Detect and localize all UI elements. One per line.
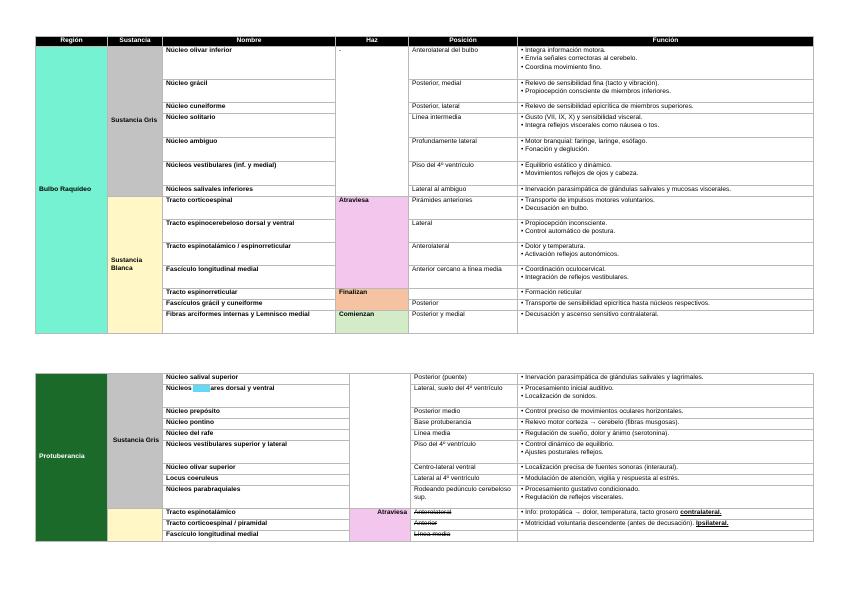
posicion-cell: Lateral al 4º ventrículo — [411, 475, 518, 486]
funcion-line: • Localización de sonidos. — [521, 393, 597, 401]
funcion-text: • Info: protopática → dolor, temperatura, tacto grosero — [521, 509, 681, 516]
funcion-cell — [518, 186, 814, 197]
sustancia-gris-cell: Sustancia Gris — [108, 47, 163, 197]
posicion-cell: Piso del 4º ventrículo — [411, 441, 518, 464]
funcion-cell — [518, 311, 814, 334]
funcion-line: • Modulación de atención, vigilia y respuesta al estrés. — [521, 475, 680, 482]
funcion-cell — [518, 408, 814, 419]
funcion-cell — [518, 419, 814, 430]
posicion-cell: Línea media — [411, 531, 518, 542]
haz-cell: - — [336, 47, 409, 197]
nombre-cell: Tracto espinotalámico / espinorreticular — [163, 243, 336, 266]
nombre-cell: Tracto espinorreticular — [163, 289, 336, 300]
haz-atraviesa-cell: Atraviesa — [350, 509, 411, 542]
nombre-cell: Núcleo salival superior — [163, 374, 350, 385]
funcion-line: • Integra información motora. — [521, 47, 606, 54]
posicion-cell: Lateral, suelo del 4º ventrículo — [411, 385, 518, 408]
posicion-cell: Piso del 4º ventrículo — [409, 162, 518, 186]
funcion-line: • Control automático de postura. — [521, 228, 616, 236]
funcion-cell — [518, 243, 814, 266]
funcion-line: • Fonación y deglución. — [521, 146, 590, 154]
posicion-cell: Profundamente lateral — [409, 138, 518, 162]
header-haz: Haz — [336, 37, 409, 47]
funcion-line: • Decusación y ascenso sensitivo contralateral. — [521, 311, 659, 318]
nombre-cell: Fascículo longitudinal medial — [163, 266, 336, 289]
funcion-cell — [518, 162, 814, 186]
funcion-line: • Coordina movimiento fino. — [521, 63, 602, 71]
funcion-line: • Movimientos reflejos de ojos y cabeza. — [521, 170, 639, 178]
funcion-line: • Procesamiento inicial auditivo. — [521, 385, 614, 392]
funcion-cell — [518, 300, 814, 311]
funcion-line: • Relevo de sensibilidad fina (tacto y vibración). — [521, 80, 660, 87]
nombre-cell: Núcleo solitario — [163, 114, 336, 138]
funcion-line: • Propiocepción inconsciente. — [521, 220, 608, 227]
posicion-cell: Línea media — [411, 430, 518, 441]
posicion-cell: Anterior cercano a línea media — [409, 266, 518, 289]
posicion-cell: Base protuberancia — [411, 419, 518, 430]
posicion-cell: Posterior — [409, 300, 518, 311]
funcion-line: • Coordinación oculocervical. — [521, 266, 606, 273]
funcion-cell — [518, 289, 814, 300]
nombre-cell: Núcleo ambiguo — [163, 138, 336, 162]
header-funcion: Función — [518, 37, 814, 47]
nombre-cell: Núcleos salivales inferiores — [163, 186, 336, 197]
funcion-cell — [518, 47, 814, 80]
funcion-line: • Integra reflejos viscerales como náusea o tos. — [521, 122, 660, 130]
posicion-cell: Lateral — [409, 220, 518, 243]
nombre-cell: Fascículos grácil y cuneiforme — [163, 300, 336, 311]
posicion-cell: Anterior — [411, 520, 518, 531]
funcion-line: • Inervación parasimpática de glándulas salivales y mucosas viscerales. — [521, 186, 732, 193]
funcion-cell — [518, 374, 814, 385]
sustancia-blanca-cell: Sustancia Blanca — [108, 197, 163, 334]
funcion-cell — [518, 430, 814, 441]
funcion-cell — [518, 441, 814, 464]
funcion-cell — [518, 266, 814, 289]
funcion-cell — [518, 385, 814, 408]
header-posicion: Posición — [409, 37, 518, 47]
protuberancia-table — [35, 373, 814, 542]
sustancia-blanca-cell — [108, 509, 163, 542]
posicion-cell: Rodeando pedúnculo cerebeloso sup. — [411, 486, 518, 509]
nombre-cell: Tracto corticoespinal / piramidal — [163, 520, 350, 531]
funcion-line: • Localización precisa de fuentes sonoras (interaural). — [521, 464, 678, 471]
funcion-line: • Regulación de sueño, dolor y ánimo (serotonina). — [521, 430, 670, 437]
nombre-cell: Fascículo longitudinal medial — [163, 531, 350, 542]
posicion-cell: Pirámides anteriores — [409, 197, 518, 220]
funcion-line: • Procesamiento gustativo condicionado. — [521, 486, 640, 493]
header-sustancia: Sustancia — [108, 37, 163, 47]
posicion-cell: Posterior (puente) — [411, 374, 518, 385]
funcion-cell — [518, 475, 814, 486]
haz-comienzan-cell: Comienzan — [336, 311, 409, 334]
posicion-cell: Lateral al ambiguo — [409, 186, 518, 197]
funcion-line: • Relevo de sensibilidad epicrítica de miembros superiores. — [521, 103, 694, 110]
funcion-cell — [518, 520, 814, 531]
posicion-cell — [409, 289, 518, 300]
funcion-line: • Inervación parasimpática de glándulas salivales y lagrimales. — [521, 374, 704, 381]
funcion-line: • Transporte de sensibilidad epicrítica hasta núcleos respectivos. — [521, 300, 710, 307]
nombre-cell: Tracto espinocerebeloso dorsal y ventral — [163, 220, 336, 243]
posicion-cell: Centro-lateral ventral — [411, 464, 518, 475]
nombre-cell: Núcleos vestibulares superior y lateral — [163, 441, 350, 464]
table-row — [36, 374, 814, 385]
nombre-cell: Núcleo olivar superior — [163, 464, 350, 475]
funcion-cell — [518, 138, 814, 162]
posicion-cell: Anterolateral — [409, 243, 518, 266]
nombre-cell: Tracto corticoespinal — [163, 197, 336, 220]
funcion-emphasis: contralateral. — [680, 509, 722, 516]
funcion-line: • Equilibrio estático y dinámico. — [521, 162, 612, 169]
funcion-cell — [518, 220, 814, 243]
funcion-cell — [518, 80, 814, 103]
funcion-cell — [518, 509, 814, 520]
funcion-line — [521, 509, 810, 517]
region-cell: Bulbo Raquídeo — [36, 47, 108, 334]
funcion-line: • Transporte de impulsos motores voluntarios. — [521, 197, 655, 204]
haz-cell — [350, 374, 411, 509]
nombre-cell: Núcleo del rafe — [163, 430, 350, 441]
funcion-cell — [518, 464, 814, 475]
nombre-text: Núcleos — [166, 385, 194, 392]
haz-atraviesa-cell: Atraviesa — [336, 197, 409, 289]
header-row — [36, 37, 814, 47]
funcion-line: • Propiocepción consciente de miembros inferiores. — [521, 88, 672, 96]
nombre-cell: Núcleo olivar inferior — [163, 47, 336, 80]
sustancia-gris-cell: Sustancia Gris — [108, 374, 163, 509]
funcion-cell — [518, 103, 814, 114]
posicion-cell: Posterior, medial — [409, 80, 518, 103]
table-row — [36, 197, 814, 220]
funcion-line: • Dolor y temperatura. — [521, 243, 586, 250]
nombre-cell: Locus coeruleus — [163, 475, 350, 486]
table-row — [36, 509, 814, 520]
funcion-text: • Motricidad voluntaria descendente (antes de decusación). — [521, 520, 696, 527]
nombre-text: ares dorsal y ventral — [210, 385, 275, 392]
funcion-line: • Motor branquial: faringe, laringe, esófago. — [521, 138, 648, 145]
posicion-cell: Posterior, lateral — [409, 103, 518, 114]
table-row — [36, 47, 814, 80]
funcion-cell — [518, 114, 814, 138]
funcion-line: • Control preciso de movimientos oculares horizontales. — [521, 408, 684, 415]
nombre-cell: Núcleo grácil — [163, 80, 336, 103]
funcion-line: • Regulación de reflejos viscerales. — [521, 494, 624, 502]
funcion-line: • Decusación en bulbo. — [521, 205, 589, 213]
funcion-cell — [518, 197, 814, 220]
nombre-cell: Núcleos parabraquiales — [163, 486, 350, 509]
funcion-emphasis: Ipsilateral. — [695, 520, 729, 527]
funcion-line: • Envía señales correctoras al cerebelo. — [521, 55, 638, 63]
funcion-cell — [518, 531, 814, 542]
nombre-cell — [163, 385, 350, 408]
posicion-cell: Posterior medio — [411, 408, 518, 419]
nombre-cell: Tracto espinotalámico — [163, 509, 350, 520]
funcion-line: • Activación reflejos autonómicos. — [521, 251, 619, 259]
posicion-cell: Anterolateral — [411, 509, 518, 520]
nombre-cell: Núcleos vestibulares (inf. y medial) — [163, 162, 336, 186]
posicion-cell: Línea intermedia — [409, 114, 518, 138]
bulbo-table — [35, 36, 814, 334]
header-nombre: Nombre — [163, 37, 336, 47]
highlighted-text: cocle — [193, 385, 211, 392]
funcion-line — [521, 520, 810, 528]
funcion-line: • Relevo motor corteza → cerebelo (fibras musgosas). — [521, 419, 680, 426]
region-cell: Protuberancia — [36, 374, 108, 542]
nombre-cell: Fibras arciformes internas y Lemnisco medial — [163, 311, 336, 334]
nombre-cell: Núcleo pontino — [163, 419, 350, 430]
funcion-cell — [518, 486, 814, 509]
header-region: Región — [36, 37, 108, 47]
nombre-cell: Núcleo cuneiforme — [163, 103, 336, 114]
funcion-line: • Gusto (VII, IX, X) y sensibilidad visceral. — [521, 114, 643, 121]
haz-finalizan-cell: Finalizan — [336, 289, 409, 311]
funcion-line: • Control dinámico de equilibrio. — [521, 441, 614, 448]
funcion-line: • Ajustes posturales reflejos. — [521, 449, 604, 457]
posicion-cell: Posterior y medial — [409, 311, 518, 334]
funcion-line: • Integración de reflejos vestibulares. — [521, 274, 629, 282]
nombre-cell: Núcleo prepósito — [163, 408, 350, 419]
funcion-line: • Formación reticular — [521, 289, 582, 296]
posicion-cell: Anterolateral del bulbo — [409, 47, 518, 80]
